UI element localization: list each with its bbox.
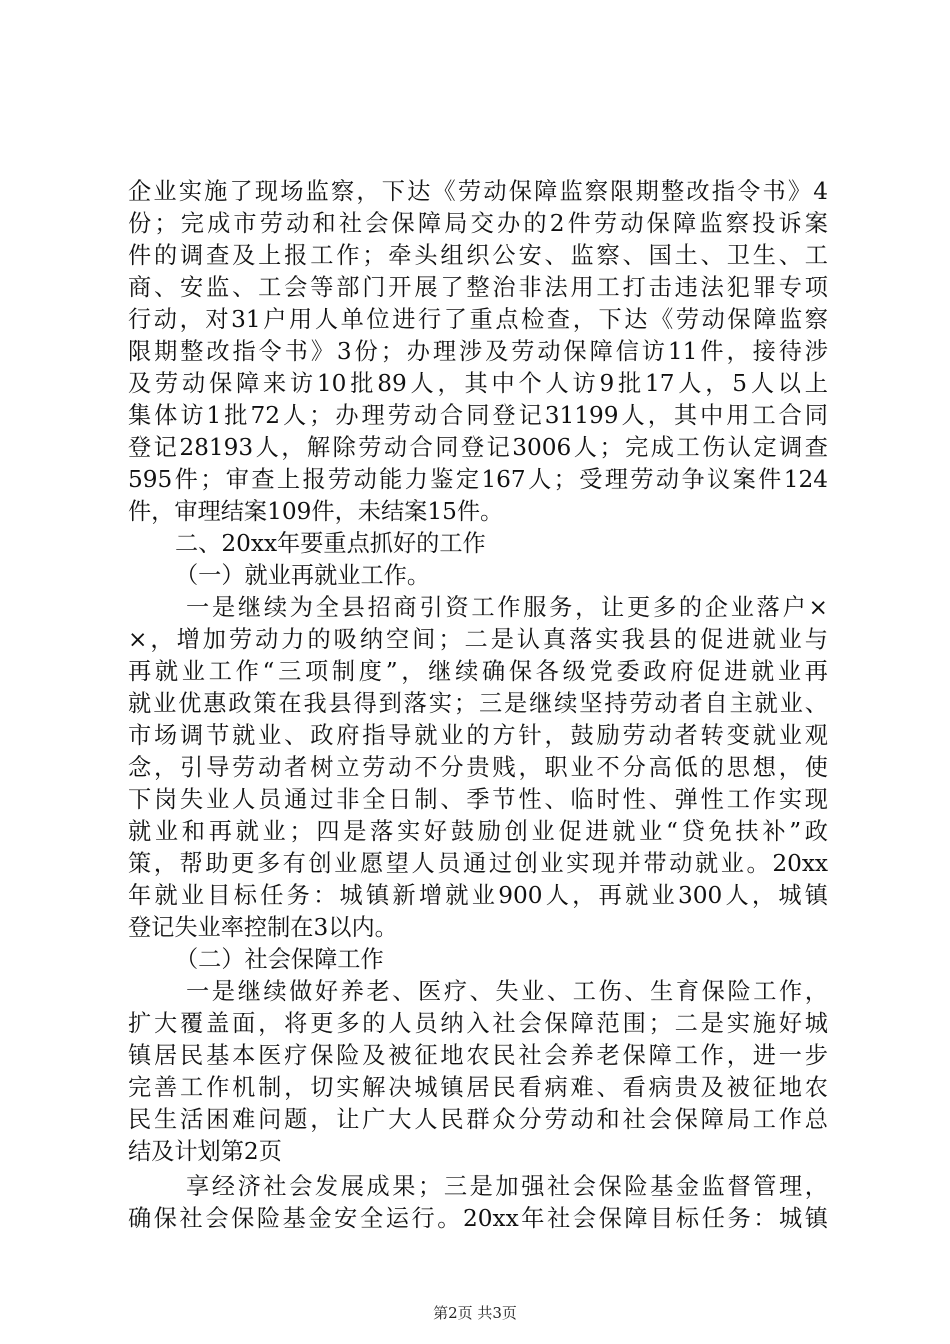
text-line: 镇居民基本医疗保险及被征地农民社会养老保障工作，进一步 (128, 1042, 828, 1069)
text-line: 限期整改指令书》3份；办理涉及劳动保障信访11件，接待涉 (128, 338, 828, 365)
text-line: 及劳动保障来访10批89人，其中个人访9批17人，5人以上 (128, 370, 828, 397)
document-body (128, 176, 828, 1235)
text-line: 享经济社会发展成果；三是加强社会保险基金监督管理， (186, 1173, 828, 1200)
text-line: 结及计划第2页 (128, 1138, 282, 1165)
text-line: 登记28193人，解除劳动合同登记3006人；完成工伤认定调查 (128, 434, 828, 461)
text-line: ×，增加劳动力的吸纳空间；二是认真落实我县的促进就业与 (128, 626, 828, 653)
text-line: 一是继续做好养老、医疗、失业、工伤、生育保险工作， (186, 978, 828, 1005)
text-line: （二）社会保障工作 (175, 946, 384, 973)
text-line: 集体访1批72人；办理劳动合同登记31199人，其中用工合同 (128, 402, 828, 429)
page-footer: 第2页 共3页 (433, 1304, 517, 1322)
text-line: 就业和再就业；四是落实好鼓励创业促进就业“贷免扶补”政 (128, 818, 828, 845)
text-line: 595件；审查上报劳动能力鉴定167人；受理劳动争议案件124 (128, 466, 828, 493)
text-line: 行动，对31户用人单位进行了重点检查，下达《劳动保障监察 (128, 306, 828, 333)
text-line: 商、安监、工会等部门开展了整治非法用工打击违法犯罪专项 (128, 274, 828, 301)
text-line: 确保社会保险基金安全运行。20xx年社会保障目标任务：城镇 (128, 1205, 828, 1232)
text-line: 再就业工作“三项制度”，继续确保各级党委政府促进就业再 (128, 658, 828, 685)
text-line: 完善工作机制，切实解决城镇居民看病难、看病贵及被征地农 (128, 1074, 828, 1101)
text-line: 二、20xx年要重点抓好的工作 (175, 530, 486, 557)
text-line: 民生活困难问题，让广大人民群众分劳动和社会保障局工作总 (128, 1106, 828, 1133)
text-line: 件，审理结案109件，未结案15件。 (128, 498, 504, 525)
text-line: 年就业目标任务：城镇新增就业900人，再就业300人，城镇 (128, 882, 828, 909)
text-line: 市场调节就业、政府指导就业的方针，鼓励劳动者转变就业观 (128, 722, 828, 749)
text-line: 扩大覆盖面，将更多的人员纳入社会保障范围；二是实施好城 (128, 1010, 828, 1037)
text-line: 下岗失业人员通过非全日制、季节性、临时性、弹性工作实现 (128, 786, 828, 813)
text-line: 企业实施了现场监察，下达《劳动保障监察限期整改指令书》4 (128, 178, 828, 205)
text-line: 份；完成市劳动和社会保障局交办的2件劳动保障监察投诉案 (128, 210, 828, 237)
text-line: （一）就业再就业工作。 (175, 562, 431, 589)
text-line: 登记失业率控制在3以内。 (128, 914, 398, 941)
text-line: 一是继续为全县招商引资工作服务，让更多的企业落户× (186, 594, 828, 621)
text-line: 就业优惠政策在我县得到落实；三是继续坚持劳动者自主就业、 (128, 690, 828, 717)
text-line: 策，帮助更多有创业愿望人员通过创业实现并带动就业。20xx (128, 850, 828, 877)
text-line: 件的调查及上报工作；牵头组织公安、监察、国土、卫生、工 (128, 242, 828, 269)
text-line: 念，引导劳动者树立劳动不分贵贱，职业不分高低的思想，使 (128, 754, 828, 781)
